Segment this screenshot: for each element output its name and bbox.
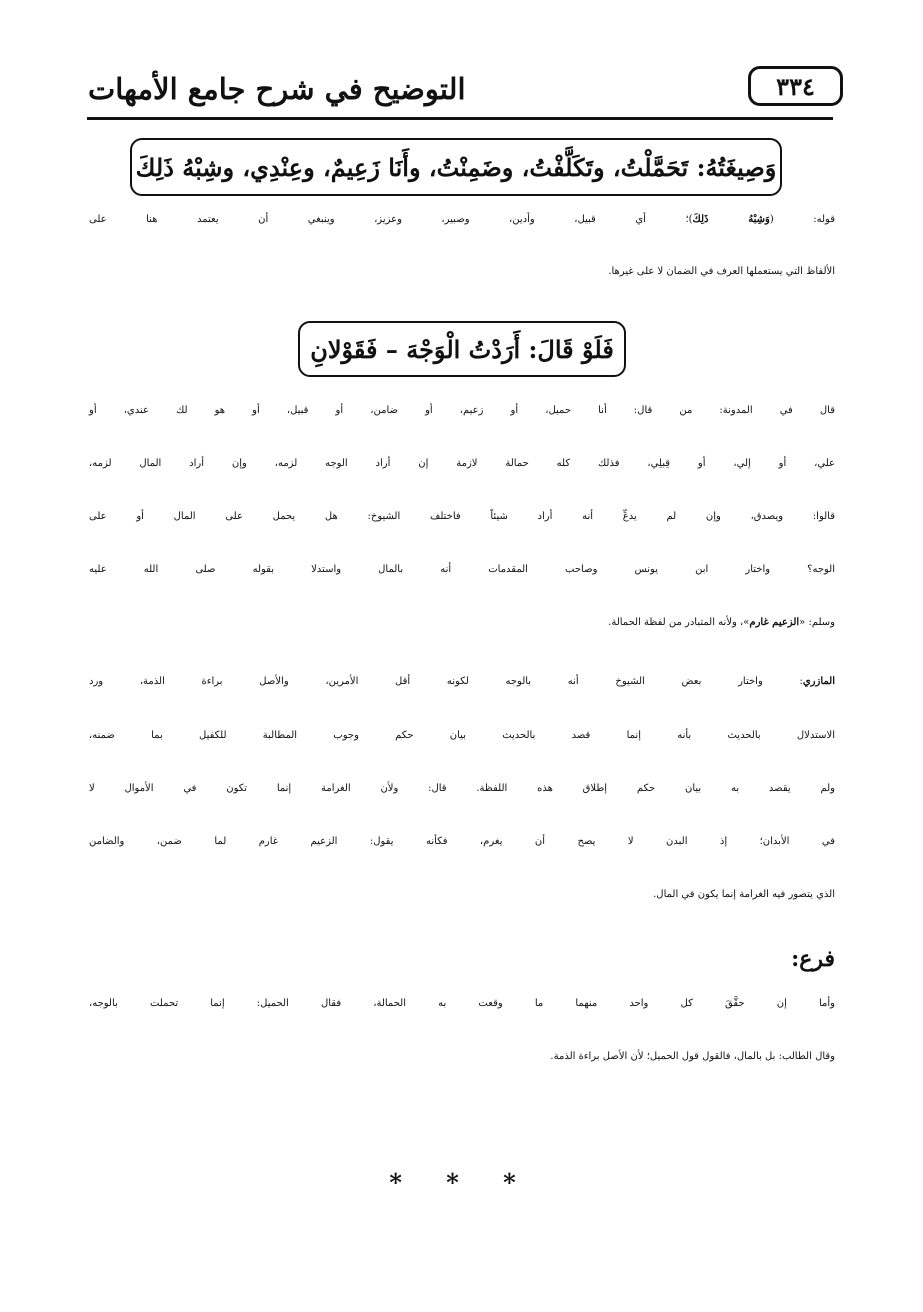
para-2-line-5: وسلم: «الزعيم غارم»، ولأنه المتبادر من لفظة الحمالة. (608, 617, 835, 628)
hadith-quote: الزعيم غارم (749, 617, 800, 628)
section-label-far: فرع: (791, 946, 835, 972)
matn-box-wording (130, 138, 782, 196)
para-2-line-3: قالوا: ويصدق، وإن لم يدعِّ أنه أراد شيئاً فاختلف الشيوخ: هل يحمل على المال أو على (89, 511, 835, 522)
quoted-matn: وَشِبْهُ ذَلِكَ (692, 214, 770, 225)
running-header-title: التوضيح في شرح جامع الأمهات (88, 72, 466, 106)
para-3-line-1: المازري: واختار بعض الشيوخ أنه بالوجه لكونه أقل الأمرين، والأصل براءة الذمة، ورد (89, 676, 835, 687)
para-3-line-3: ولم يقصد به بيان حكم إطلاق هذه اللفظة. قال: ولأن الغرامة إنما تكون في الأموال لا (89, 783, 835, 794)
matn-text-wording: وَصِيغَتُهُ: تَحَمَّلْتُ، وتَكَلَّفْتُ، وضَمِنْتُ، وأَنَا زَعِيمٌ، وعِنْدِي، وشِبْهُ ذَلِكَ (135, 152, 777, 182)
header-rule (87, 117, 833, 120)
para-3-line-2: الاستدلال بالحديث بأنه إنما قصد بالحديث بيان حكم وجوب المطالبة للكفيل بما ضمنه، (89, 730, 835, 741)
matn-box-intent (298, 321, 626, 377)
para-2-line-2: علي، أو إلي، أو قِبلِي، فذلك كله حمالة لازمة إن أراد الوجه لزمه، وإن أراد المال لزمه، (89, 458, 835, 469)
para-1-line-1: قوله: (وَشِبْهُ ذَلِكَ)؛ أي قبيل، وأدين، وصبير، وعزيز، وينبغي أن يعتمد هنا على (89, 214, 835, 225)
para-3-line-5: الذي يتصور فيه الغرامة إنما يكون في المال. (653, 889, 835, 900)
para-2-line-4: الوجه؟ واختار ابن يونس وصاحب المقدمات أنه بالمال واستدلا بقوله صلى الله عليه (89, 564, 835, 575)
matn-text-intent: فَلَوْ قَالَ: أَرَدْتُ الْوَجْهَ – فَقَوْلانِ (310, 334, 614, 364)
page-number: ٣٣٤ (776, 71, 815, 101)
page-number-box (748, 66, 843, 106)
para-4-line-1: وأما إن حقَّقَ كل واحد منهما ما وقعت به الحمالة، فقال الحميل: إنما تحملت بالوجه، (89, 998, 835, 1009)
para-4-line-2: وقال الطالب: بل بالمال، فالقول قول الحميل؛ لأن الأصل براءة الذمة. (550, 1051, 835, 1062)
para-3-line-4: في الأبدان؛ إذ البدن لا يصح أن يغرم، فكأنه يقول: الزعيم غارم لما ضمن، والضامن (89, 836, 835, 847)
section-end-stars: * * * (389, 1168, 534, 1197)
para-1-line-2: الألفاظ التي يستعملها العرف في الضمان لا على غيرها. (608, 266, 835, 277)
para-2-line-1: قال في المدونة: من قال: أنا حميل، أو زعيم، أو ضامن، أو قبيل، أو هو لك عندي، أو (89, 405, 835, 416)
scholar-name: المازري (802, 676, 835, 687)
